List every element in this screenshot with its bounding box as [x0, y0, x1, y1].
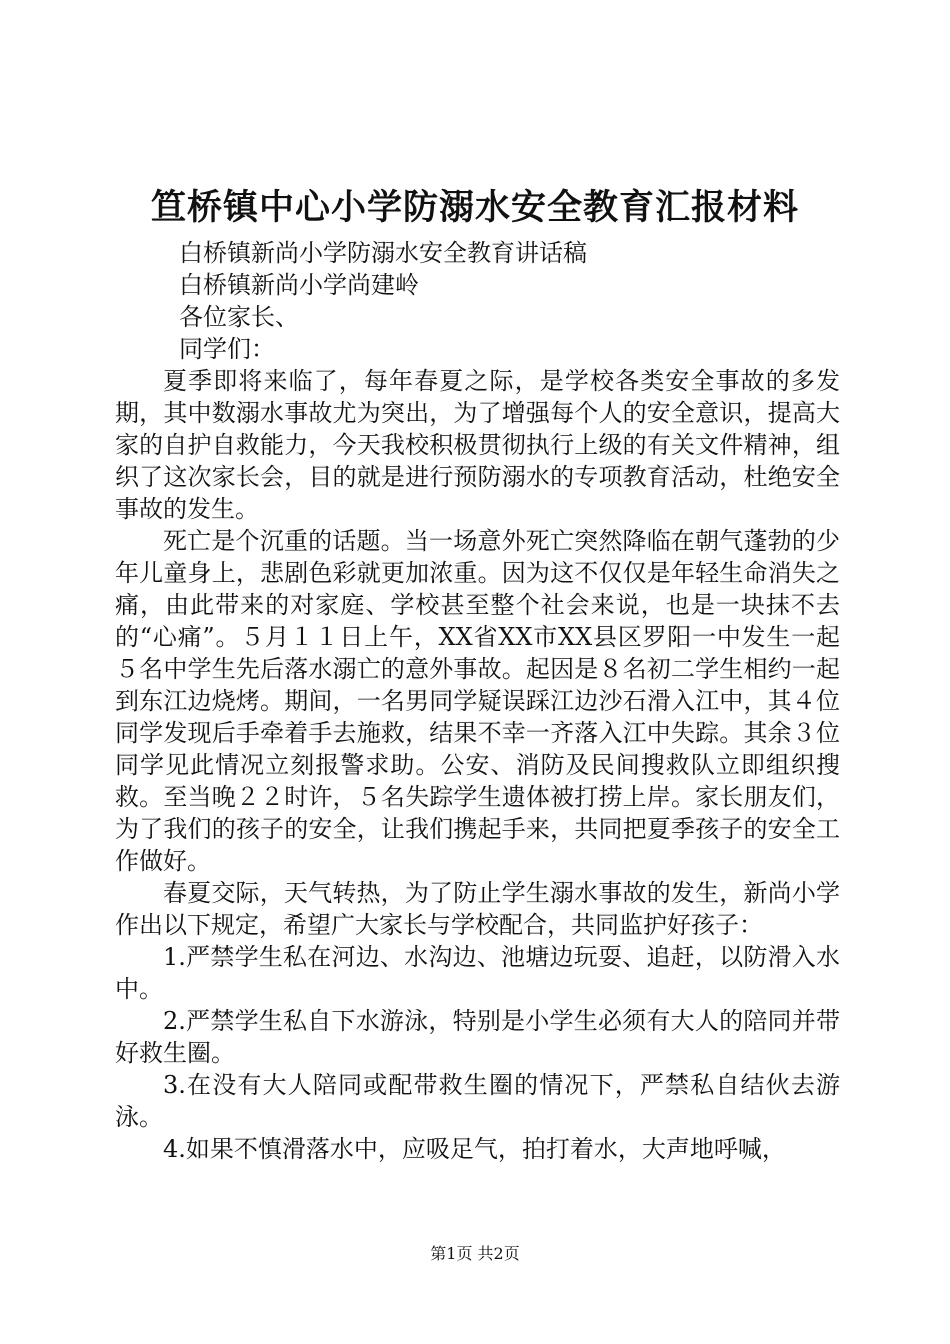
page-footer: 第1页 共2页 [430, 1244, 520, 1263]
salutation-line: 同学们： [179, 335, 275, 363]
subtitle-line: 白桥镇新尚小学防溺水安全教育讲话稿 [179, 239, 587, 267]
paragraph: 死亡是个沉重的话题。当一场意外死亡突然降临在朝气蓬勃的少年儿童身上，悲剧色彩就更加浓重。因为这不仅仅是年轻生命消失之痛，由此带来的对家庭、学校甚至整个社会来说，也是一块抹不去的“心痛”。５月１１日上午，XX省XX市XX县区罗阳一中发生一起５名中学生先后落水溺亡的意外事故。起因是８名初二学生相约一起到东江边烧烤。期间，一名男同学疑误踩江边沙石滑入江中，其４位同学发现后手牵着手去施救，结果不幸一齐落入江中失踪。其余３位同学见此情况立刻报警求助。公安、消防及民间搜救队立即组织搜救。至当晚２２时许，５名失踪学生遗体被打捞上岸。家长朋友们，为了我们的孩子的安全，让我们携起手来，共同把夏季孩子的安全工作做好。 [115, 527, 840, 875]
document-body [115, 237, 840, 1165]
list-item: 4.如果不慎滑落水中，应吸足气，拍打着水，大声地呼喊， [163, 1135, 786, 1163]
list-item: 1.严禁学生私在河边、水沟边、池塘边玩耍、追赶，以防滑入水中。 [115, 943, 840, 1003]
author-line: 白桥镇新尚小学尚建岭 [179, 271, 419, 299]
list-item: 2.严禁学生私自下水游泳，特别是小学生必须有大人的陪同并带好救生圈。 [115, 1007, 840, 1067]
paragraph: 夏季即将来临了，每年春夏之际，是学校各类安全事故的多发期，其中数溺水事故尤为突出，为了增强每个人的安全意识，提高大家的自护自救能力，今天我校积极贯彻执行上级的有关文件精神，组织了这次家长会，目的就是进行预防溺水的专项教育活动，杜绝安全事故的发生。 [115, 367, 840, 523]
document-title: 笪桥镇中心小学防溺水安全教育汇报材料 [150, 187, 799, 228]
list-item: 3.在没有大人陪同或配带救生圈的情况下，严禁私自结伙去游泳。 [115, 1071, 840, 1131]
salutation-line: 各位家长、 [179, 303, 299, 331]
paragraph: 春夏交际，天气转热，为了防止学生溺水事故的发生，新尚小学作出以下规定，希望广大家长与学校配合，共同监护好孩子： [115, 879, 840, 939]
